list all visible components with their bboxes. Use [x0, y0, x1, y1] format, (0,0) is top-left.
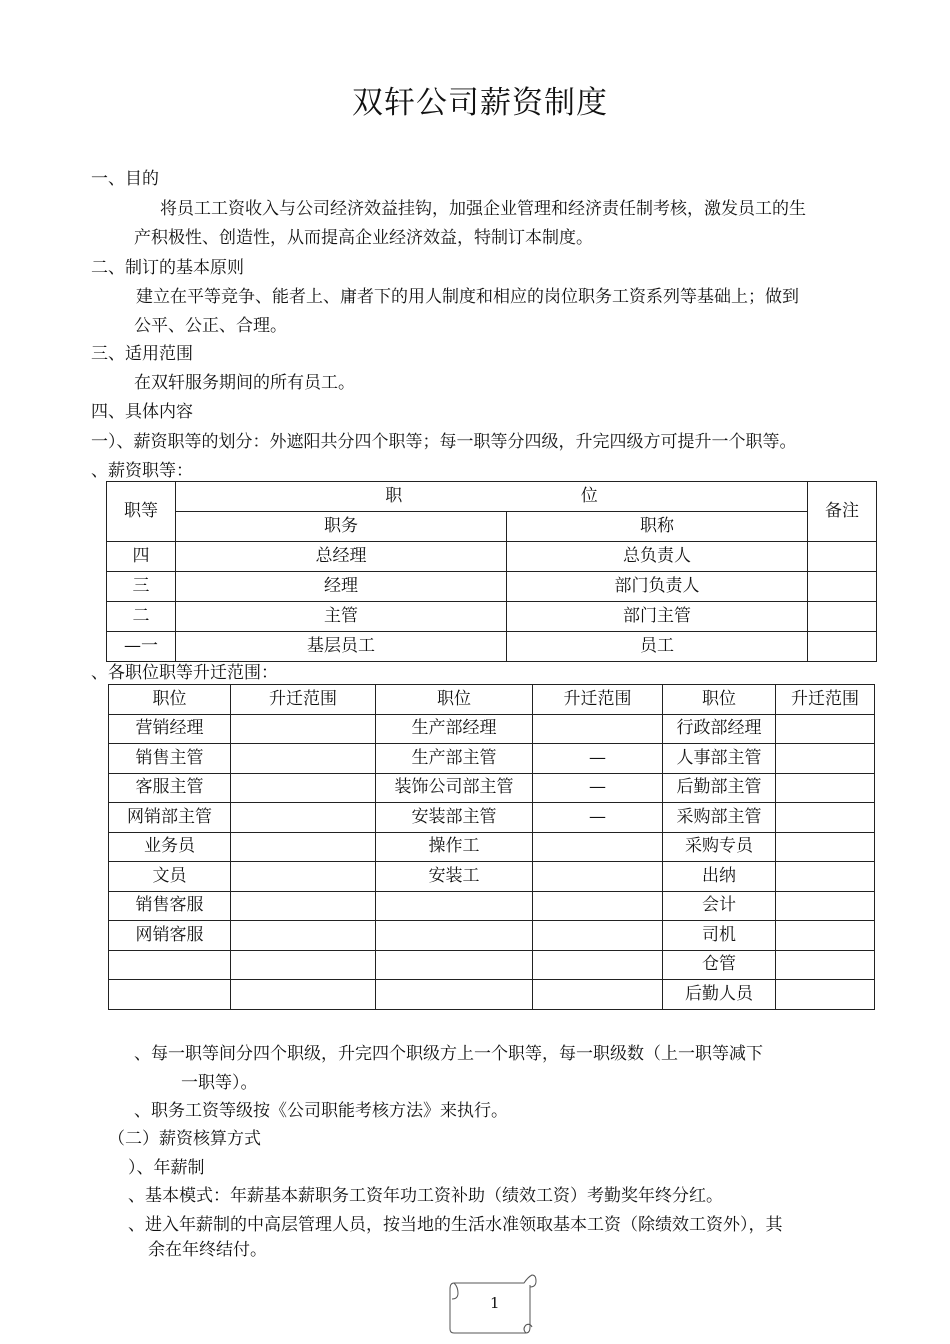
basic-mode-text: 、基本模式：年薪基本薪职务工资年功工资补助（绩效工资）考勤奖年终分红。 [128, 1186, 723, 1206]
titlename-cell: 总负责人 [507, 542, 808, 572]
section-3-heading: 三、适用范围 [91, 344, 193, 364]
position-cell: 后勤人员 [663, 980, 776, 1010]
grade-table-caption: 、薪资职等： [91, 461, 193, 481]
table-row [109, 803, 875, 833]
range-header-cell: 升迁范围 [776, 685, 875, 715]
range-cell: — [533, 744, 663, 774]
titlename-header-cell: 职称 [507, 512, 808, 542]
titlename-cell: 员工 [507, 632, 808, 662]
table-row [109, 744, 875, 774]
position-cell: 生产部主管 [376, 744, 533, 774]
position-cell: 操作工 [376, 832, 533, 862]
range-cell [776, 980, 875, 1010]
remark-cell [808, 542, 877, 572]
table-row [109, 714, 875, 744]
position-cell [109, 950, 231, 980]
range-cell [231, 803, 376, 833]
range-cell [533, 891, 663, 921]
position-cell: 安装部主管 [376, 803, 533, 833]
section-4-heading: 四、具体内容 [91, 402, 193, 422]
position-cell: 安装工 [376, 862, 533, 892]
remark-header-cell: 备注 [808, 482, 877, 542]
table-row [107, 602, 877, 632]
range-cell [533, 862, 663, 892]
range-cell [231, 773, 376, 803]
table-row [107, 632, 877, 662]
grade-cell: 四 [107, 542, 176, 572]
duty-cell: 总经理 [176, 542, 507, 572]
position-cell: 司机 [663, 921, 776, 951]
section-2-text-line-2: 公平、公正、合理。 [134, 316, 287, 336]
subsection-2-heading: （二）薪资核算方式 [108, 1129, 261, 1149]
range-cell [776, 950, 875, 980]
table-row [109, 832, 875, 862]
position-header-cell: 职位 [663, 685, 776, 715]
position-cell: 销售主管 [109, 744, 231, 774]
range-cell [231, 714, 376, 744]
range-header-cell: 升迁范围 [231, 685, 376, 715]
grade-header-cell: 职等 [107, 482, 176, 542]
position-cell: 人事部主管 [663, 744, 776, 774]
range-cell: — [533, 773, 663, 803]
section-1-text-line-2: 产积极性、创造性，从而提高企业经济效益，特制订本制度。 [134, 228, 593, 248]
annual-salary-heading: ）、年薪制 [128, 1158, 205, 1178]
table-row [109, 773, 875, 803]
range-cell [231, 891, 376, 921]
section-4-text: 一）、薪资职等的划分：外遮阳共分四个职等；每一职等分四级，升完四级方可提升一个职等。 [91, 432, 797, 452]
range-cell [776, 921, 875, 951]
range-cell [776, 714, 875, 744]
range-cell [776, 744, 875, 774]
duty-header-cell: 职务 [176, 512, 507, 542]
duty-cell: 主管 [176, 602, 507, 632]
table-row [107, 542, 877, 572]
annual-salary-text-line-2: 余在年终结付。 [148, 1240, 267, 1260]
position-cell: 会计 [663, 891, 776, 921]
table-row [109, 980, 875, 1010]
annual-salary-text-line-1: 、进入年薪制的中高层管理人员，按当地的生活水准领取基本工资（除绩效工资外），其 [128, 1215, 783, 1235]
range-cell [533, 980, 663, 1010]
position-header-char-2: 位 [580, 486, 598, 506]
position-cell: 业务员 [109, 832, 231, 862]
position-cell: 销售客服 [109, 891, 231, 921]
range-cell [231, 980, 376, 1010]
position-cell: 出纳 [663, 862, 776, 892]
promotion-range-table [108, 684, 875, 1010]
range-cell [776, 862, 875, 892]
position-header-cell: 职位 [376, 685, 533, 715]
position-header-cell [176, 482, 808, 512]
position-cell: 装饰公司部主管 [376, 773, 533, 803]
range-table-caption: 、各职位职等升迁范围： [91, 663, 278, 683]
position-cell [376, 950, 533, 980]
position-cell: 采购专员 [663, 832, 776, 862]
position-cell: 行政部经理 [663, 714, 776, 744]
position-cell [109, 980, 231, 1010]
remark-cell [808, 602, 877, 632]
range-cell [533, 714, 663, 744]
range-cell [231, 744, 376, 774]
position-header-cell: 职位 [109, 685, 231, 715]
position-cell [376, 980, 533, 1010]
note-1-line-2: 一职等）。 [181, 1073, 258, 1093]
grade-cell: 二 [107, 602, 176, 632]
range-cell: — [533, 803, 663, 833]
table-row [109, 950, 875, 980]
range-cell [231, 832, 376, 862]
position-cell: 生产部经理 [376, 714, 533, 744]
duty-cell: 经理 [176, 572, 507, 602]
range-cell [533, 921, 663, 951]
position-header-char-1: 职 [385, 486, 403, 506]
range-header-cell: 升迁范围 [533, 685, 663, 715]
range-cell [776, 832, 875, 862]
titlename-cell: 部门主管 [507, 602, 808, 632]
section-1-heading: 一、目的 [91, 169, 159, 189]
range-cell [776, 773, 875, 803]
document-title: 双轩公司薪资制度 [352, 85, 608, 121]
note-2: 、职务工资等级按《公司职能考核方法》来执行。 [134, 1101, 508, 1121]
remark-cell [808, 632, 877, 662]
table-row [109, 891, 875, 921]
position-cell [376, 921, 533, 951]
section-3-text: 在双轩服务期间的所有员工。 [134, 373, 355, 393]
section-2-heading: 二、制订的基本原则 [91, 258, 244, 278]
table-row [107, 572, 877, 602]
position-cell: 营销经理 [109, 714, 231, 744]
position-cell: 网销部主管 [109, 803, 231, 833]
position-cell [376, 891, 533, 921]
section-1-text-line-1: 将员工工资收入与公司经济效益挂钩，加强企业管理和经济责任制考核，激发员工的生 [160, 199, 806, 219]
range-cell [533, 832, 663, 862]
grade-cell: —一 [107, 632, 176, 662]
grade-table [106, 481, 877, 662]
range-cell [231, 862, 376, 892]
remark-cell [808, 572, 877, 602]
position-cell: 网销客服 [109, 921, 231, 951]
range-header-row [109, 685, 875, 715]
position-cell: 客服主管 [109, 773, 231, 803]
position-cell: 采购部主管 [663, 803, 776, 833]
note-1-line-1: 、每一职等间分四个职级，升完四个职级方上一个职等，每一职级数（上一职等减下 [134, 1044, 763, 1064]
range-cell [533, 950, 663, 980]
position-cell: 后勤部主管 [663, 773, 776, 803]
section-2-text-line-1: 建立在平等竞争、能者上、庸者下的用人制度和相应的岗位职务工资系列等基础上；做到 [136, 287, 799, 307]
position-cell: 仓管 [663, 950, 776, 980]
range-cell [776, 891, 875, 921]
range-cell [231, 950, 376, 980]
table-row [109, 862, 875, 892]
range-cell [776, 803, 875, 833]
position-cell: 文员 [109, 862, 231, 892]
table-row [109, 921, 875, 951]
titlename-cell: 部门负责人 [507, 572, 808, 602]
grade-cell: 三 [107, 572, 176, 602]
range-cell [231, 921, 376, 951]
page-number: 1 [490, 1294, 500, 1312]
duty-cell: 基层员工 [176, 632, 507, 662]
